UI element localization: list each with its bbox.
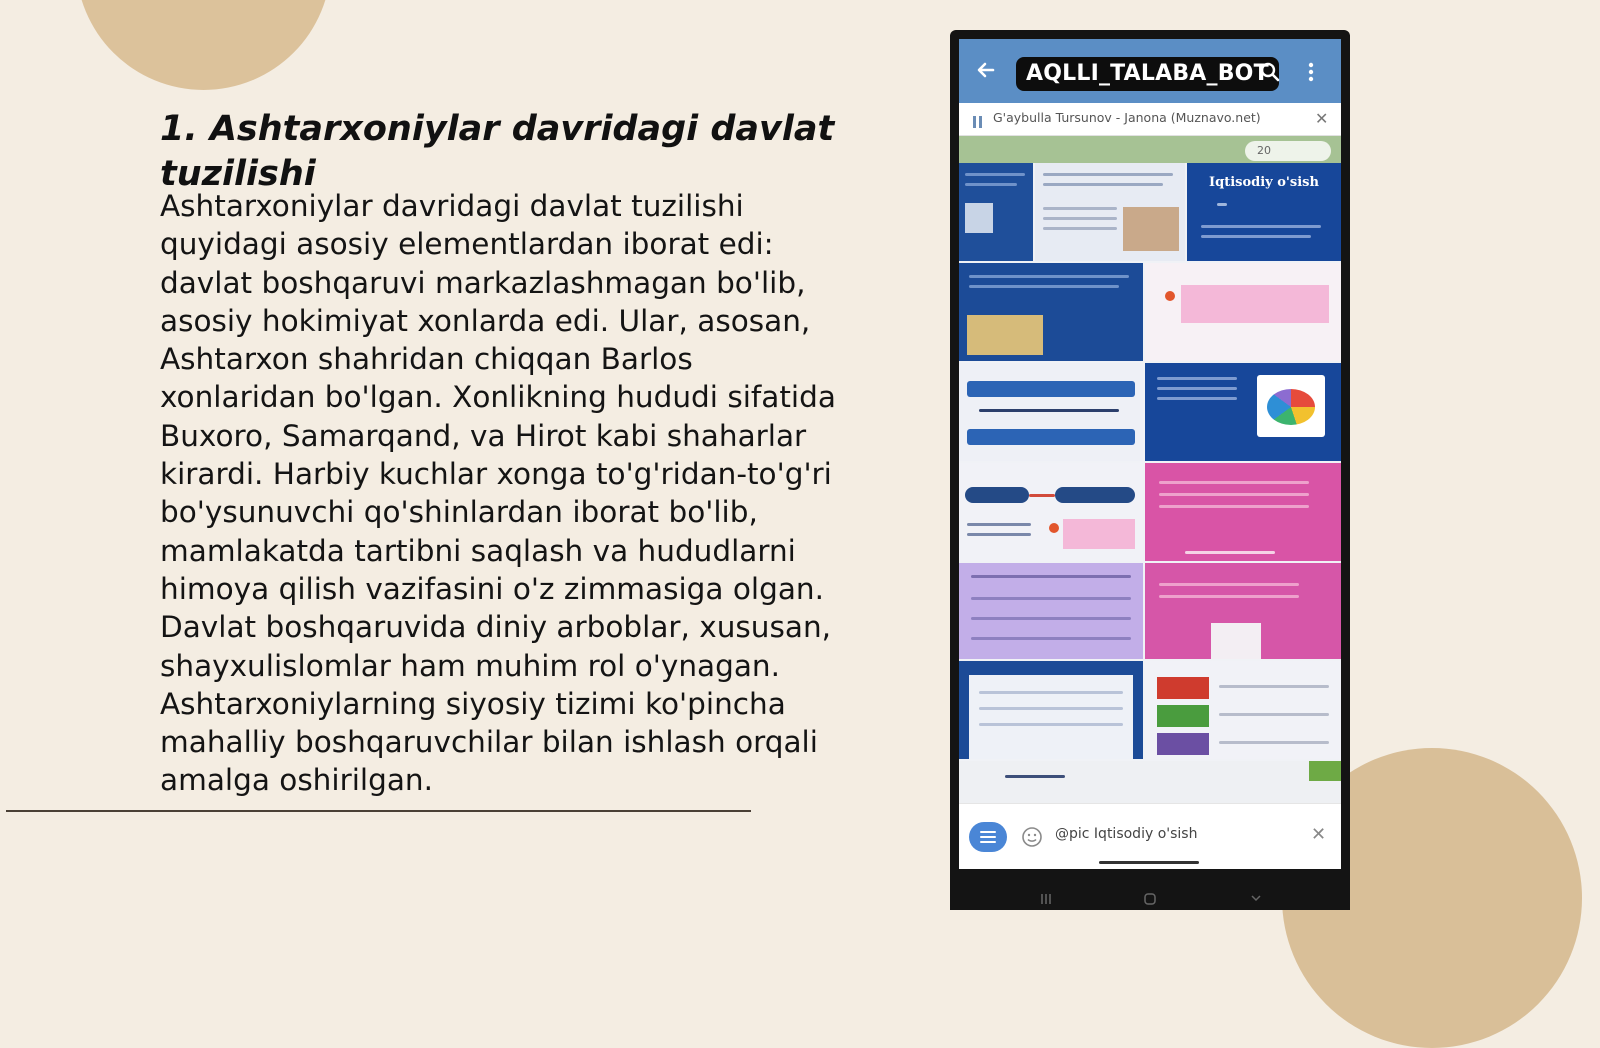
- message-input[interactable]: @pic Iqtisodiy o'sish: [1055, 826, 1198, 842]
- scroll-indicator: [1099, 861, 1199, 864]
- result-thumbnail[interactable]: [959, 661, 1143, 759]
- more-vert-icon[interactable]: [1307, 61, 1315, 83]
- image-results-grid: [959, 163, 1341, 803]
- result-thumbnail[interactable]: [1187, 163, 1341, 261]
- result-thumbnail[interactable]: [1145, 463, 1341, 561]
- count-badge: 20: [1245, 141, 1331, 161]
- nav-back-icon[interactable]: [1249, 891, 1263, 905]
- message-input-bar: [959, 803, 1341, 869]
- search-icon[interactable]: [1259, 61, 1281, 83]
- slide-title: 1. Ashtarxoniylar davridagi davlat tuzilishi: [160, 109, 835, 194]
- chat-header: [959, 39, 1341, 103]
- result-thumbnail[interactable]: [959, 563, 1143, 659]
- phone-screen: [959, 39, 1341, 869]
- slide-body-text: Ashtarxoniylar davridagi davlat tuzilishi quyidagi asosiy elementlardan iborat edi: davlat boshqaruvi markazlashmagan bo'lib, asosiy hokimiyat xonlarda edi. Ular, asosan, Ashtarxon shahridan chiqqan Barlos xonlaridan bo'lgan. Xonlikning hududi sifatida Buxoro, Samarqand, va Hirot kabi shaharlar kirardi. Harbiy kuchlar xonga to'g'ridan-to'g'ri bo'ysunuvchi qo'shinlardan iborat bo'lib, mamlakatda tartibni saqlash va hududlarni himoya qilish vazifasini o'z zimmasiga olgan. Davlat boshqaruvida diniy arboblar, xususan, shayxulislomlar ham muhim rol o'ynagan. Ashtarxoniylarning siyosiy tizimi ko'pincha mahalliy boshqaruvchilar bilan ishlash orqali amalga oshirilgan.: [160, 189, 836, 798]
- close-icon[interactable]: ✕: [1315, 109, 1329, 128]
- music-player-bar[interactable]: [959, 103, 1341, 136]
- decorative-circle-top: [76, 0, 331, 90]
- recent-apps-icon[interactable]: [1039, 891, 1053, 905]
- result-thumbnail[interactable]: [959, 761, 1341, 803]
- decorative-divider-line: [6, 810, 751, 812]
- result-thumbnail[interactable]: [1145, 363, 1341, 461]
- result-thumbnail[interactable]: [959, 263, 1143, 361]
- result-thumbnail[interactable]: [959, 363, 1143, 461]
- result-thumbnail[interactable]: [959, 163, 1033, 261]
- back-arrow-icon[interactable]: [973, 57, 999, 83]
- result-thumbnail[interactable]: [959, 463, 1143, 561]
- result-thumbnail[interactable]: [1145, 263, 1341, 361]
- pause-icon[interactable]: [973, 113, 983, 125]
- result-thumbnail[interactable]: [1145, 661, 1341, 759]
- player-track-title: G'aybulla Tursunov - Janona (Muznavo.net): [993, 110, 1261, 125]
- android-nav-bar: [959, 875, 1341, 910]
- emoji-icon[interactable]: [1021, 826, 1043, 848]
- home-icon[interactable]: [1143, 891, 1157, 905]
- chat-title[interactable]: AQLLI_TALABA_BOT: [1016, 57, 1279, 91]
- thumbnail-heading: Iqtisodiy o'sish: [1209, 175, 1319, 190]
- clear-input-icon[interactable]: ✕: [1311, 824, 1327, 845]
- result-thumbnail[interactable]: [1035, 163, 1185, 261]
- attach-icon[interactable]: [969, 822, 1007, 852]
- result-thumbnail[interactable]: [1145, 563, 1341, 659]
- phone-screenshot: [950, 30, 1350, 910]
